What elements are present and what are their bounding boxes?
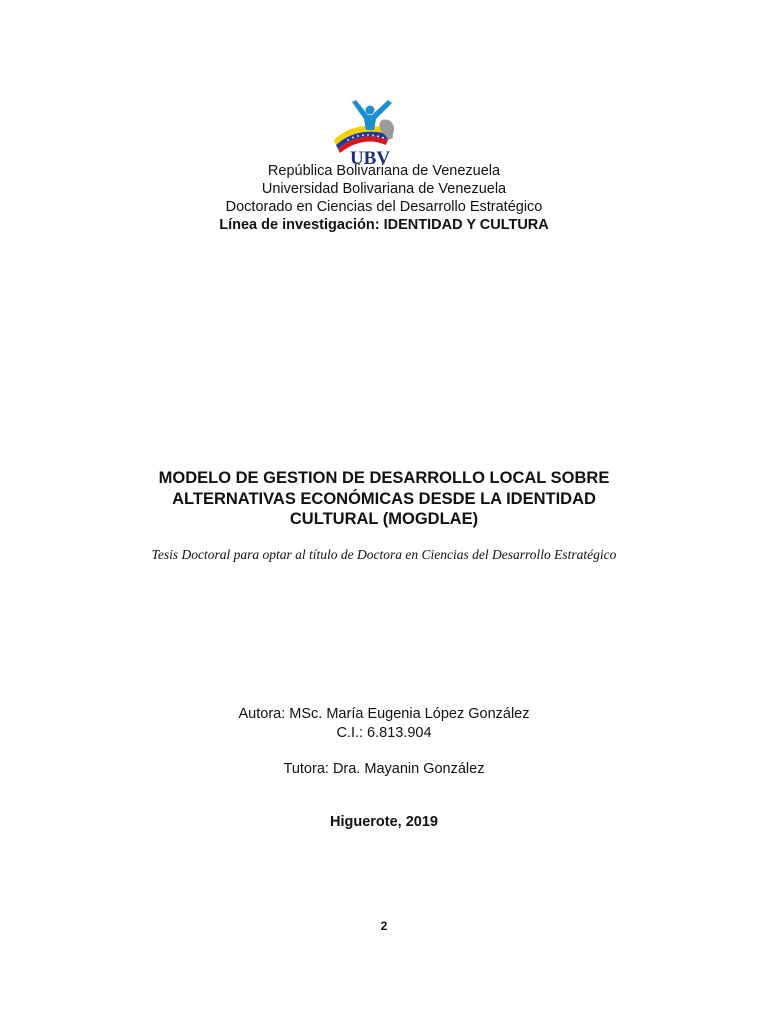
page-number: 2 [380,919,388,933]
thesis-subtitle: Tesis Doctoral para optar al título de Doctora en Ciencias del Desarrollo Estratégico [151,547,617,562]
thesis-title-line-1: MODELO DE GESTION DE DESARROLLO LOCAL SOBRE [158,469,610,487]
tutor-line: Tutora: Dra. Mayanin González [283,761,485,777]
research-line: Línea de investigación: IDENTIDAD Y CULTURA [219,217,549,233]
university-line: Universidad Bolivariana de Venezuela [261,181,507,197]
thesis-title-line-3: CULTURAL (MOGDLAE) [289,510,479,528]
thesis-title-line-2: ALTERNATIVAS ECONÓMICAS DESDE LA IDENTIDAD [172,489,596,508]
thesis-title [120,468,648,530]
author-line: Autora: MSc. María Eugenia López González [238,706,530,722]
place-date: Higuerote, 2019 [330,814,438,830]
republic-line: República Bolivariana de Venezuela [267,163,501,179]
logo-text: UBV [349,148,391,166]
author-id-line: C.I.: 6.813.904 [336,725,432,741]
doctorate-line: Doctorado en Ciencias del Desarrollo Estratégico [225,199,543,215]
ubv-logo [330,100,410,166]
